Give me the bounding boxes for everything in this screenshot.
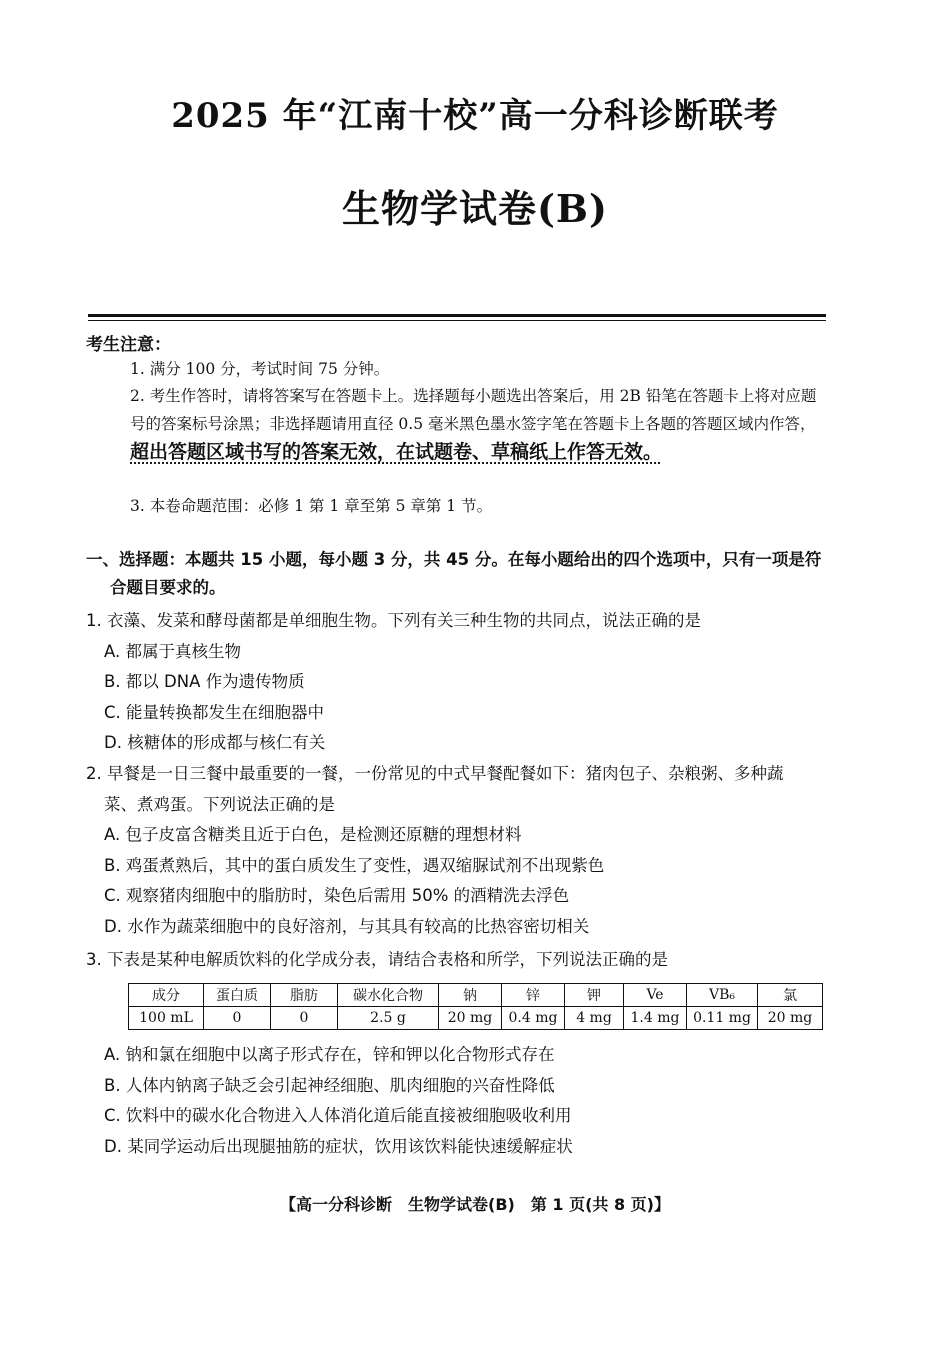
question-1: [86, 606, 846, 759]
question-3-option-b: B. 人体内钠离子缺乏会引起神经细胞、肌肉细胞的兴奋性降低: [104, 1075, 555, 1095]
question-1-stem: 1. 衣藻、发菜和酵母菌都是单细胞生物。下列有关三种生物的共同点，说法正确的是: [86, 611, 701, 630]
notice-item-1: 1. 满分 100 分，考试时间 75 分钟。: [130, 360, 390, 378]
question-3-option-c: C. 饮料中的碳水化合物进入人体消化道后能直接被细胞吸收利用: [104, 1106, 572, 1125]
question-3-option-d: D. 某同学运动后出现腿抽筋的症状，饮用该饮料能快速缓解症状: [104, 1136, 573, 1156]
table-header-cell: Ve: [624, 984, 687, 1007]
notice-item-2: [130, 382, 830, 467]
table-header-cell: 脂肪: [271, 984, 338, 1007]
notice-heading: 考生注意：: [86, 335, 171, 355]
exam-title: 2025 年“江南十校”高一分科诊断联考: [171, 96, 779, 136]
table-cell: 1.4 mg: [624, 1007, 687, 1030]
page-footer: 【高一分科诊断 生物学试卷(B) 第 1 页(共 8 页)】: [280, 1195, 670, 1214]
table-header-cell: 钾: [565, 984, 624, 1007]
question-1-option-d: D. 核糖体的形成都与核仁有关: [104, 733, 326, 752]
question-3-options: [86, 1040, 846, 1162]
table-cell: 4 mg: [565, 1007, 624, 1030]
table-cell: 2.5 g: [338, 1007, 439, 1030]
notice-item-2-text: 2. 考生作答时，请将答案写在答题卡上。选择题每小题选出答案后，用 2B 铅笔在答题卡上将对应题号的答案标号涂黑；非选择题请用直径 0.5 毫米黑色墨水签字笔在答题卡上各题的答题区域内作答，: [130, 387, 817, 433]
table-cell: 100 mL: [129, 1007, 204, 1030]
question-2: [86, 759, 846, 942]
table-cell: 0: [204, 1007, 271, 1030]
table-cell: 20 mg: [439, 1007, 502, 1030]
question-3-stem: 3. 下表是某种电解质饮料的化学成分表，请结合表格和所学，下列说法正确的是: [86, 950, 668, 969]
question-1-option-b: B. 都以 DNA 作为遗传物质: [104, 672, 305, 691]
question-2-option-c: C. 观察猪肉细胞中的脂肪时，染色后需用 50% 的酒精洗去浮色: [104, 886, 570, 905]
table-header-cell: 锌: [502, 984, 565, 1007]
table-header-cell: 钠: [439, 984, 502, 1007]
table-header-cell: 成分: [129, 984, 204, 1007]
table-cell: 0.11 mg: [687, 1007, 758, 1030]
table-header-cell: 蛋白质: [204, 984, 271, 1007]
table-cell: 0: [271, 1007, 338, 1030]
question-2-option-a: A. 包子皮富含糖类且近于白色，是检测还原糖的理想材料: [104, 825, 522, 844]
composition-table-row: [129, 1007, 823, 1030]
question-2-option-b: B. 鸡蛋煮熟后，其中的蛋白质发生了变性，遇双缩脲试剂不出现紫色: [104, 855, 605, 875]
question-1-option-c: C. 能量转换都发生在细胞器中: [104, 702, 325, 722]
divider-thick: [88, 314, 826, 317]
subject-title: 生物学试卷(B): [341, 186, 609, 231]
divider-thin: [88, 320, 826, 321]
section-heading-line2: 合题目要求的。: [110, 578, 226, 597]
notice-item-2-emphasis: 超出答题区域书写的答案无效，在试题卷、草稿纸上作答无效。: [130, 441, 663, 463]
question-2-option-d: D. 水作为蔬菜细胞中的良好溶剂，与其具有较高的比热容密切相关: [104, 916, 590, 936]
table-header-cell: 碳水化合物: [338, 984, 439, 1007]
notice-item-3: 3. 本卷命题范围：必修 1 第 1 章至第 5 章第 1 节。: [130, 497, 493, 515]
section-heading: [86, 546, 846, 602]
question-3-option-a: A. 钠和氯在细胞中以离子形式存在，锌和钾以化合物形式存在: [104, 1045, 555, 1064]
table-header-cell: 氯: [758, 984, 823, 1007]
table-cell: 20 mg: [758, 1007, 823, 1030]
section-heading-line1: 一、选择题：本题共 15 小题，每小题 3 分，共 45 分。在每小题给出的四个选项中，只有一项是符: [86, 550, 822, 569]
question-1-option-a: A. 都属于真核生物: [104, 641, 241, 661]
table-cell: 0.4 mg: [502, 1007, 565, 1030]
composition-table-header: [129, 984, 823, 1007]
question-2-stem-line2: 菜、煮鸡蛋。下列说法正确的是: [104, 794, 335, 814]
composition-table: [128, 983, 823, 1030]
table-header-cell: VB₆: [687, 984, 758, 1007]
question-2-stem-line1: 2. 早餐是一日三餐中最重要的一餐，一份常见的中式早餐配餐如下：猪肉包子、杂粮粥、多种蔬: [86, 764, 784, 783]
